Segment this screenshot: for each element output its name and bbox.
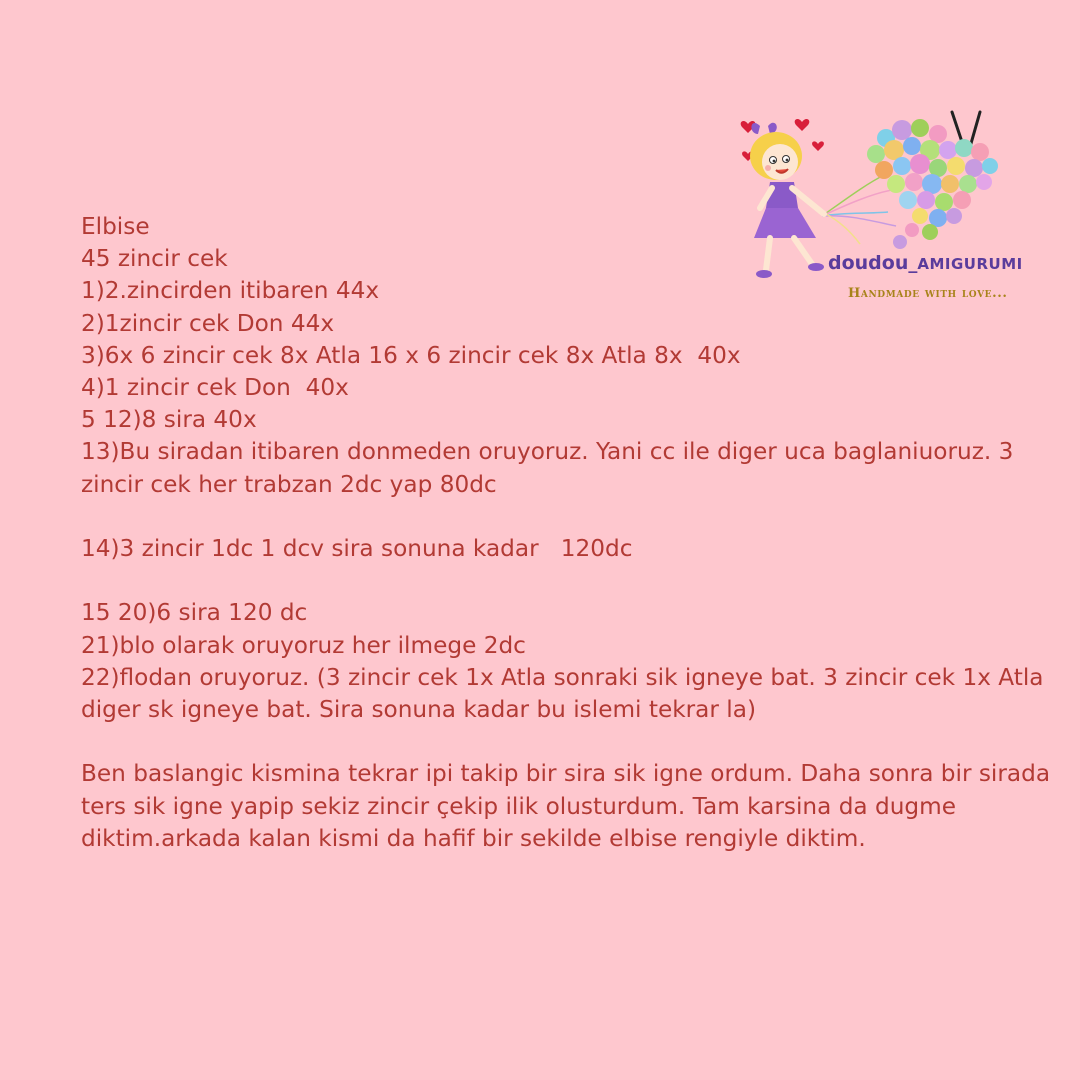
spacer [81, 726, 1051, 758]
pattern-text [81, 211, 1051, 855]
pattern-row-22: 22)flodan oruyoruz. (3 zincir cek 1x Atla sonraki sik igneye bat. 3 zincir cek 1x Atla diger sk igneye bat. Sira sonuna kadar bu islemi tekrar la) [81, 663, 1044, 724]
spacer [81, 565, 1051, 597]
pattern-start: 45 zincir cek [81, 245, 228, 273]
pattern-row-13: 13)Bu siradan itibaren donmeden oruyoruz. Yani cc ile diger uca baglaniuoruz. 3 zincir cek her trabzan 2dc yap 80dc [81, 438, 1014, 498]
brand-name-caps: AMIGURUMI [917, 255, 1023, 273]
pattern-row: 5 12)8 sira 40x [81, 406, 257, 434]
pattern-notes: Ben baslangic kismina tekrar ipi takip bir sira sik igne ordum. Daha sonra bir sirada ters sik igne yapip sekiz zincir çekip ilik olusturdum. Tam karsina da dugme diktim.arkada kalan kismi da hafif bir sekilde elbise rengiyle diktim. [81, 760, 1051, 852]
brand-name-separator: _ [908, 253, 918, 274]
pattern-row: 4)1 zincir cek Don 40x [81, 374, 349, 402]
pattern-row: 2)1zincir cek Don 44x [81, 309, 335, 337]
pattern-title: Elbise [81, 213, 150, 240]
brand-tagline: Handmade with love... [848, 286, 1008, 301]
pattern-row-21: 21)blo olarak oruyoruz her ilmege 2dc [81, 631, 526, 659]
pattern-row: 3)6x 6 zincir cek 8x Atla 16 x 6 zincir cek 8x Atla 8x 40x [81, 341, 741, 369]
pattern-row-15-20: 15 20)6 sira 120 dc [81, 599, 308, 627]
pattern-row: 1)2.zincirden itibaren 44x [81, 277, 380, 305]
brand-name-main: doudou [828, 252, 909, 274]
spacer [81, 501, 1051, 533]
pattern-row-14: 14)3 zincir 1dc 1 dcv sira sonuna kadar 120dc [81, 535, 633, 563]
